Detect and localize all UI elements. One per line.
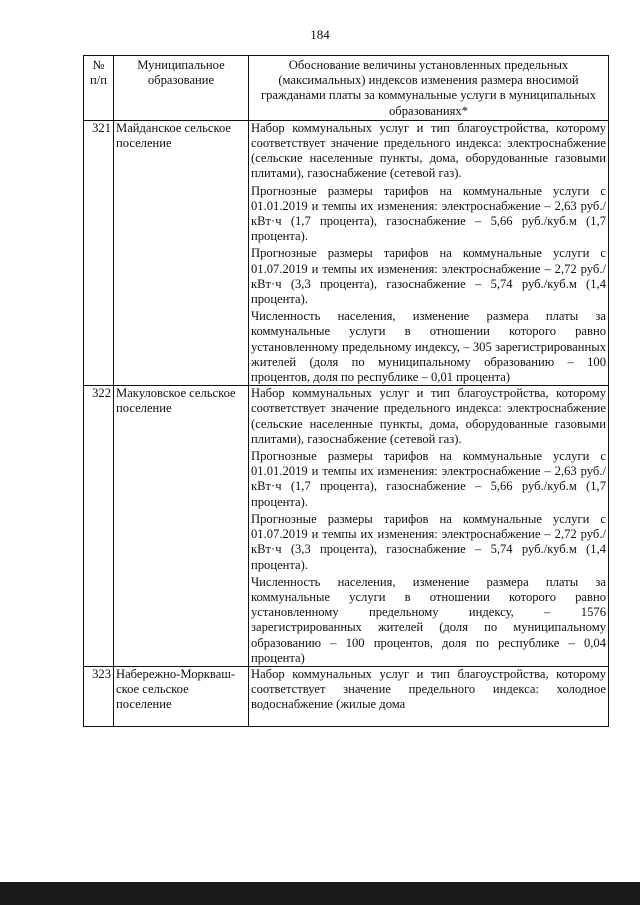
- municipality-name: Майданское сельское поселение: [114, 120, 249, 385]
- row-number: 322: [84, 386, 114, 667]
- table-header-row: [84, 56, 609, 121]
- justification-paragraph: Набор коммунальных услуг и тип благоустройства, которому соответствует значение предельного индекса: электроснабжение (сельские населенные пункты, дома, оборудованные газовыми плитами), газоснабжение (сетевой газ).: [251, 386, 606, 446]
- header-municipality: Муниципальное образование: [114, 56, 249, 121]
- justification-cut-wrapper: [251, 667, 606, 726]
- justification-cell: [249, 120, 609, 385]
- table-row: [84, 120, 609, 385]
- justification-paragraph: Численность населения, изменение размера платы за коммунальные услуги в отношении которого равно установленному предельному индексу, – 305 зарегистрированных жителей (доля по муниципальному образованию – 100 процентов, доля по республике – 0,01 процента): [251, 309, 606, 385]
- justification-cell: [249, 666, 609, 726]
- justification-paragraph: Численность населения, изменение размера платы за коммунальные услуги в отношении которого равно установленному предельному индексу, – 1576 зарегистрированных жителей (доля по муниципальному образованию – 100 процентов, доля по республике – 0,04 процента): [251, 574, 606, 665]
- justification-paragraph: Прогнозные размеры тарифов на коммунальные услуги с 01.07.2019 и темпы их изменения: электроснабжение – 2,72 руб./кВт·ч (3,3 процента), газоснабжение – 5,74 руб./куб.м (1,4 процента).: [251, 246, 606, 307]
- justification-paragraph: Набор коммунальных услуг и тип благоустройства, которому соответствует значение предельного индекса: электроснабжение (сельские населенные пункты, дома, оборудованные газовыми плитами), газоснабжение (сетевой газ).: [251, 120, 606, 181]
- municipality-name: Макуловское сельское поселение: [114, 386, 249, 667]
- municipality-name: [114, 666, 249, 726]
- scan-bottom-edge: [0, 882, 640, 905]
- page-number: 184: [310, 27, 330, 42]
- row-number: 321: [84, 120, 114, 385]
- municipality-name-text: Набережно-Морквашское сельское поселение: [116, 666, 236, 712]
- table-row: [84, 666, 609, 726]
- header-number: № п/п: [84, 56, 114, 121]
- justification-paragraph: Прогнозные размеры тарифов на коммунальные услуги с 01.07.2019 и темпы их изменения: электроснабжение – 2,72 руб./кВт·ч (3,3 процента), газоснабжение – 5,74 руб./куб.м (1,4 процента).: [251, 511, 606, 572]
- justification-paragraph: Набор коммунальных услуг и тип благоустройства, которому соответствует значение предельного индекса: холодное водоснабжение (жилые дома: [251, 666, 606, 712]
- justification-paragraph: Прогнозные размеры тарифов на коммунальные услуги с 01.01.2019 и темпы их изменения: электроснабжение – 2,63 руб./кВт·ч (1,7 процента), газоснабжение – 5,66 руб./куб.м (1,7 процента).: [251, 183, 606, 244]
- justification-paragraph: Прогнозные размеры тарифов на коммунальные услуги с 01.01.2019 и темпы их изменения: электроснабжение – 2,63 руб./кВт·ч (1,7 процента), газоснабжение – 5,66 руб./куб.м (1,7 процента).: [251, 449, 606, 509]
- justification-cell: [249, 386, 609, 667]
- header-justification: Обоснование величины установленных предельных (максимальных) индексов изменения размера вносимой гражданами платы за коммунальные услуги в муниципальных образованиях*: [249, 56, 609, 121]
- tariff-index-table: [83, 55, 609, 727]
- table-row: [84, 386, 609, 667]
- row-number: 323: [84, 666, 114, 726]
